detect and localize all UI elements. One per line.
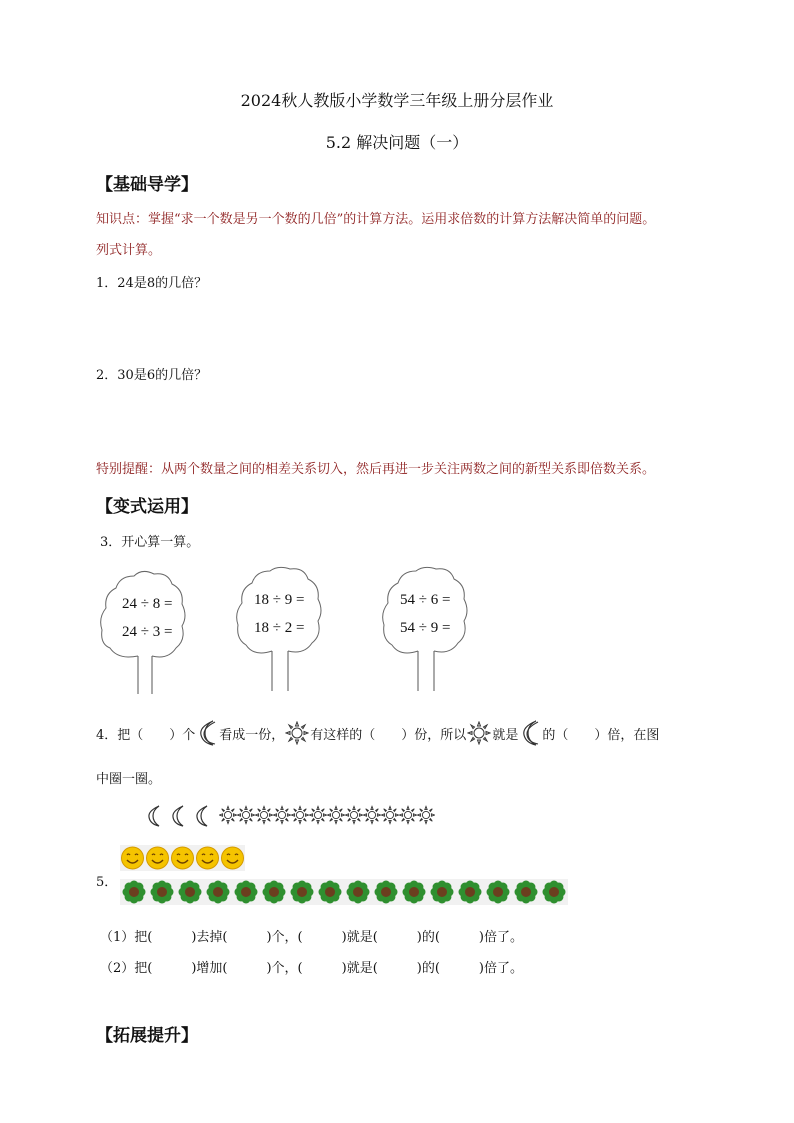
section-basic-heading: 【基础导学】 — [96, 175, 198, 195]
flower-icon — [344, 879, 372, 905]
knowledge-point-line2: 列式计算。 — [96, 243, 162, 258]
sun-icon — [399, 805, 417, 825]
section-extend-heading: 【拓展提升】 — [96, 1026, 198, 1046]
moon-icon — [197, 719, 217, 747]
tree-3 — [380, 565, 468, 691]
smiley-icon — [220, 845, 245, 871]
question-3: 3．开心算一算。 — [100, 535, 200, 550]
smiley-group — [120, 845, 245, 871]
question-4 — [96, 718, 659, 748]
page-subtitle: 5.2 解决问题（一） — [325, 133, 469, 152]
question-4-part-5: 的（ ）倍，在图 — [542, 727, 660, 743]
question-1: 1．24是8的几倍？ — [96, 276, 208, 291]
sun-icon — [237, 805, 255, 825]
flower-icon — [400, 879, 428, 905]
page-title: 2024秋人教版小学数学三年级上册分层作业 — [240, 91, 554, 110]
sun-icon — [219, 805, 237, 825]
flower-icon — [288, 879, 316, 905]
moon-group — [146, 804, 218, 828]
sun-icon — [285, 721, 309, 745]
flower-icon — [540, 879, 568, 905]
question-5-row-2: （2）把( )增加( )个，( )就是( )的( )倍了。 — [100, 961, 523, 976]
sun-icon — [327, 805, 345, 825]
sun-icon — [381, 805, 399, 825]
question-4-part-2: 看成一份， — [219, 727, 285, 743]
flower-icon — [148, 879, 176, 905]
tree-2-equation-2: 18 ÷ 2 = — [254, 620, 305, 636]
flower-icon — [204, 879, 232, 905]
tree-3-equation-2: 54 ÷ 9 = — [400, 620, 451, 636]
smiley-icon — [145, 845, 170, 871]
question-4-part-1: 4．把（ ）个 — [96, 727, 196, 743]
tree-1-equation-2: 24 ÷ 3 = — [122, 624, 173, 640]
sun-group — [219, 805, 435, 825]
section-variant-heading: 【变式运用】 — [96, 497, 198, 517]
tree-2-equation-1: 18 ÷ 9 = — [254, 592, 305, 608]
question-5: 5． — [96, 875, 118, 890]
question-2: 2．30是6的几倍？ — [96, 368, 208, 383]
question-4-line-2: 中圈一圈。 — [96, 772, 162, 787]
moon-icon — [520, 719, 540, 747]
flower-icon — [316, 879, 344, 905]
flower-group — [120, 879, 568, 905]
moon-icon — [146, 804, 162, 828]
smiley-icon — [195, 845, 220, 871]
sun-icon — [273, 805, 291, 825]
question-4-part-3: 有这样的（ ）份，所以 — [310, 727, 467, 743]
flower-icon — [232, 879, 260, 905]
sun-icon — [417, 805, 435, 825]
flower-icon — [260, 879, 288, 905]
flower-icon — [456, 879, 484, 905]
question-4-part-4: 就是 — [492, 727, 519, 743]
special-reminder: 特别提醒：从两个数量之间的相差关系切入，然后再进一步关注两数之间的新型关系即倍数关系。 — [96, 462, 656, 477]
flower-icon — [120, 879, 148, 905]
knowledge-point: 知识点：掌握“求一个数是另一个数的几倍”的计算方法。运用求倍数的计算方法解决简单的问题。 — [96, 212, 656, 227]
sun-icon — [255, 805, 273, 825]
flower-icon — [512, 879, 540, 905]
tree-3-equation-1: 54 ÷ 6 = — [400, 592, 451, 608]
flower-icon — [484, 879, 512, 905]
moon-icon — [170, 804, 186, 828]
flower-icon — [428, 879, 456, 905]
tree-1 — [98, 568, 186, 694]
tree-1-equation-1: 24 ÷ 8 = — [122, 596, 173, 612]
sun-icon — [467, 721, 491, 745]
flower-icon — [176, 879, 204, 905]
sun-icon — [309, 805, 327, 825]
sun-icon — [291, 805, 309, 825]
moon-icon — [194, 804, 210, 828]
tree-2 — [234, 565, 322, 691]
sun-icon — [345, 805, 363, 825]
question-5-row-1: （1）把( )去掉( )个，( )就是( )的( )倍了。 — [100, 930, 523, 945]
sun-icon — [363, 805, 381, 825]
smiley-icon — [120, 845, 145, 871]
flower-icon — [372, 879, 400, 905]
smiley-icon — [170, 845, 195, 871]
